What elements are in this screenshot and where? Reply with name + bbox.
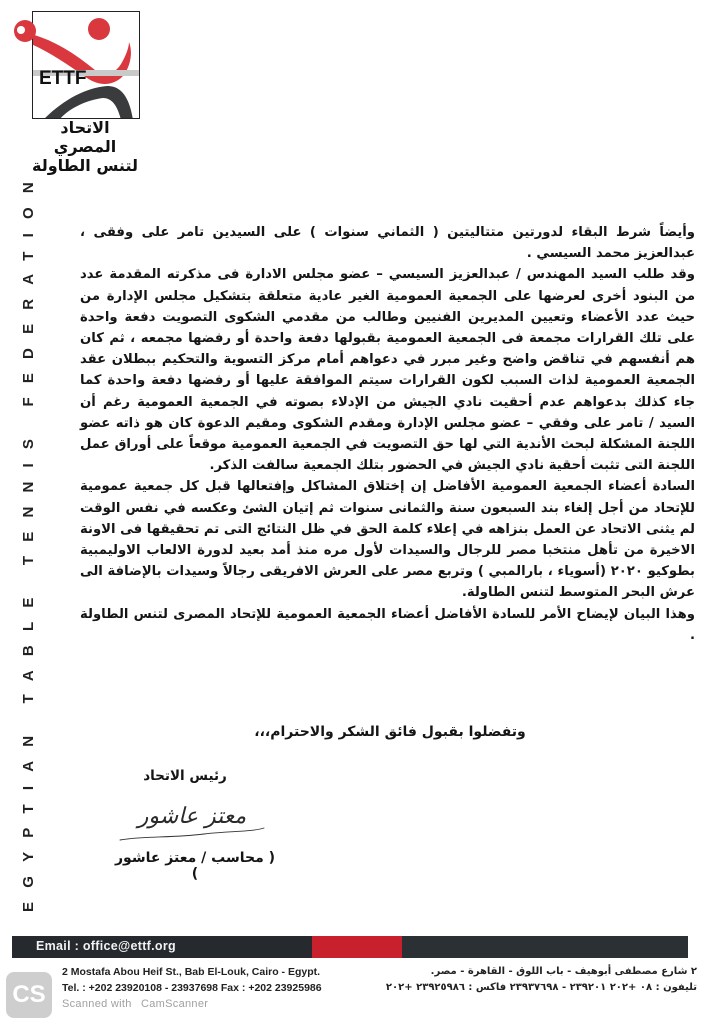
footer-email[interactable]: Email : office@ettf.org — [36, 939, 176, 953]
paragraph-achievements: السادة أعضاء الجمعية العمومية الأفاضل إن إختلاق المشاكل وإفتعالها قبل كل جمعية عمومية للإتحاد من أجل إلغاء بند السبعون سنة والثمانى سنوات ثم إتيان الشئ وعكسه في نفس الوقت لم يثنى الاتحاد عن العمل بنزاهه في إعلاء كلمة الحق في ظل النتائج التى تم تحقيقها فى الاونة الاخيرة من تأهل منتخبا مصر للرجال والسيدات لأول مره منذ أمد بعيد لدورة الالعاب الاوليمبية بطوكيو ٢٠٢٠ (أسوياء ، بارالمبي ) وتربع مصر على العرش الافريقى رجالاً وسيدات بالإضافة الى عرش البحر المتوسط لتنس الطاولة. — [80, 479, 695, 601]
ball-icon — [10, 16, 40, 46]
organization-name-vertical: EGYPTIAN TABLE TENNIS FEDERATION — [20, 168, 37, 912]
paragraph-statement: وهذا البيان لإيضاح الأمر للسادة الأفاضل أعضاء الجمعية العمومية للإتحاد المصرى لتنس الطاولة . — [80, 606, 695, 643]
footer-address-ar: ٢ شارع مصطفى أبوهيف - باب اللوق - القاهرة - مصر. — [430, 966, 697, 977]
paragraph-term-limit: وأيضاً شرط البقاء لدورتين متتاليتين ( الثماني سنوات ) على السيدين تامر على وفقى ، عبدالعزيز محمد السيسي . — [80, 225, 695, 262]
signatory-name: ( محاسب / معتز عاشور ) — [114, 850, 276, 882]
watermark-line1: Scanned with — [62, 998, 132, 1010]
watermark-line2: CamScanner — [141, 998, 209, 1010]
footer-phone-en: Tel. : +202 23920108 - 23937698 Fax : +202 23925986 — [62, 982, 322, 994]
camscanner-logo-icon: CS — [6, 972, 52, 1018]
logo-arabic-line1: الاتحاد المصري — [53, 118, 117, 156]
logo-emblem — [32, 11, 140, 119]
footer-contact-en — [62, 964, 322, 996]
logo-abbr: ETTF — [39, 68, 87, 89]
footer-bar-left — [12, 936, 312, 958]
handwritten-signature — [112, 796, 272, 846]
closing-line: وتفضلوا بقبول فائق الشكر والاحترام،،، — [254, 724, 526, 740]
ettf-logo — [10, 8, 140, 175]
footer-bar-accent — [312, 936, 402, 958]
signature-handwriting: معتز عاشور — [137, 804, 247, 829]
footer-address-en: 2 Mostafa Abou Heif St., Bab El-Louk, Cairo - Egypt. — [62, 966, 321, 978]
logo-arabic-name — [30, 118, 140, 175]
footer-bar-right — [402, 936, 688, 958]
letter-body — [80, 222, 695, 646]
footer-bar — [12, 936, 688, 958]
signatory-title: رئيس الاتحاد — [143, 768, 227, 784]
footer-phone-ar: تليفون : ٠٨ +٢٠٢ ٢٣٩٢٠١ - ٢٣٩٣٧٦٩٨ فاكس : ٢٣٩٢٥٩٨٦ +٢٠٢ — [385, 982, 697, 993]
camscanner-watermark — [62, 998, 214, 1010]
logo-arabic-line2: لتنس الطاولة — [32, 156, 138, 175]
paragraph-complaint: وقد طلب السيد المهندس / عبدالعزيز السيسي – عضو مجلس الادارة فى مذكرته المقدمة عدد من البنود أخرى لعرضها على الجمعية العمومية الغير عادية متعلقة بتشكيل مجلس الإدارة من حيث عدد الأعضاء وتعيين المديرين الفنيين وطالب من مقدمي الشكوى التصويت دفعة واحدة على تلك القرارات مجمعة فى الجمعية العمومية بقبولها دفعة واحدة أو رفضها مجمعه ، ثم كان هم أنفسهم في تناقض واضح وغير مبرر في دعواهم أمام مركز التسوية والتحكيم ببطلان عقد الجمعية العمومية لذات السبب لكون القرارات سيتم الموافقة عليها أو رفضها دفعة واحدة كما جاء كذلك بدعواهم عدم أحقيت نادي الجيش من الإدلاء بصوته في الجمعية العمومية رغم أن السيد / تامر على وفقي – عضو مجلس الإدارة ومقدم الشكوى ومقيم الدعوة كان هو ذاته عضو اللجنة المشكلة لبحث الأندية التي لها حق التصويت في الجمعية العمومية موقعاً على أوراق عمل اللجنة التى تثبت أحقية نادي الجيش في الحضور بتلك الجمعية سالفت الذكر. — [80, 267, 695, 474]
table-tennis-player-icon — [33, 12, 140, 119]
footer-contact-ar — [386, 964, 697, 996]
